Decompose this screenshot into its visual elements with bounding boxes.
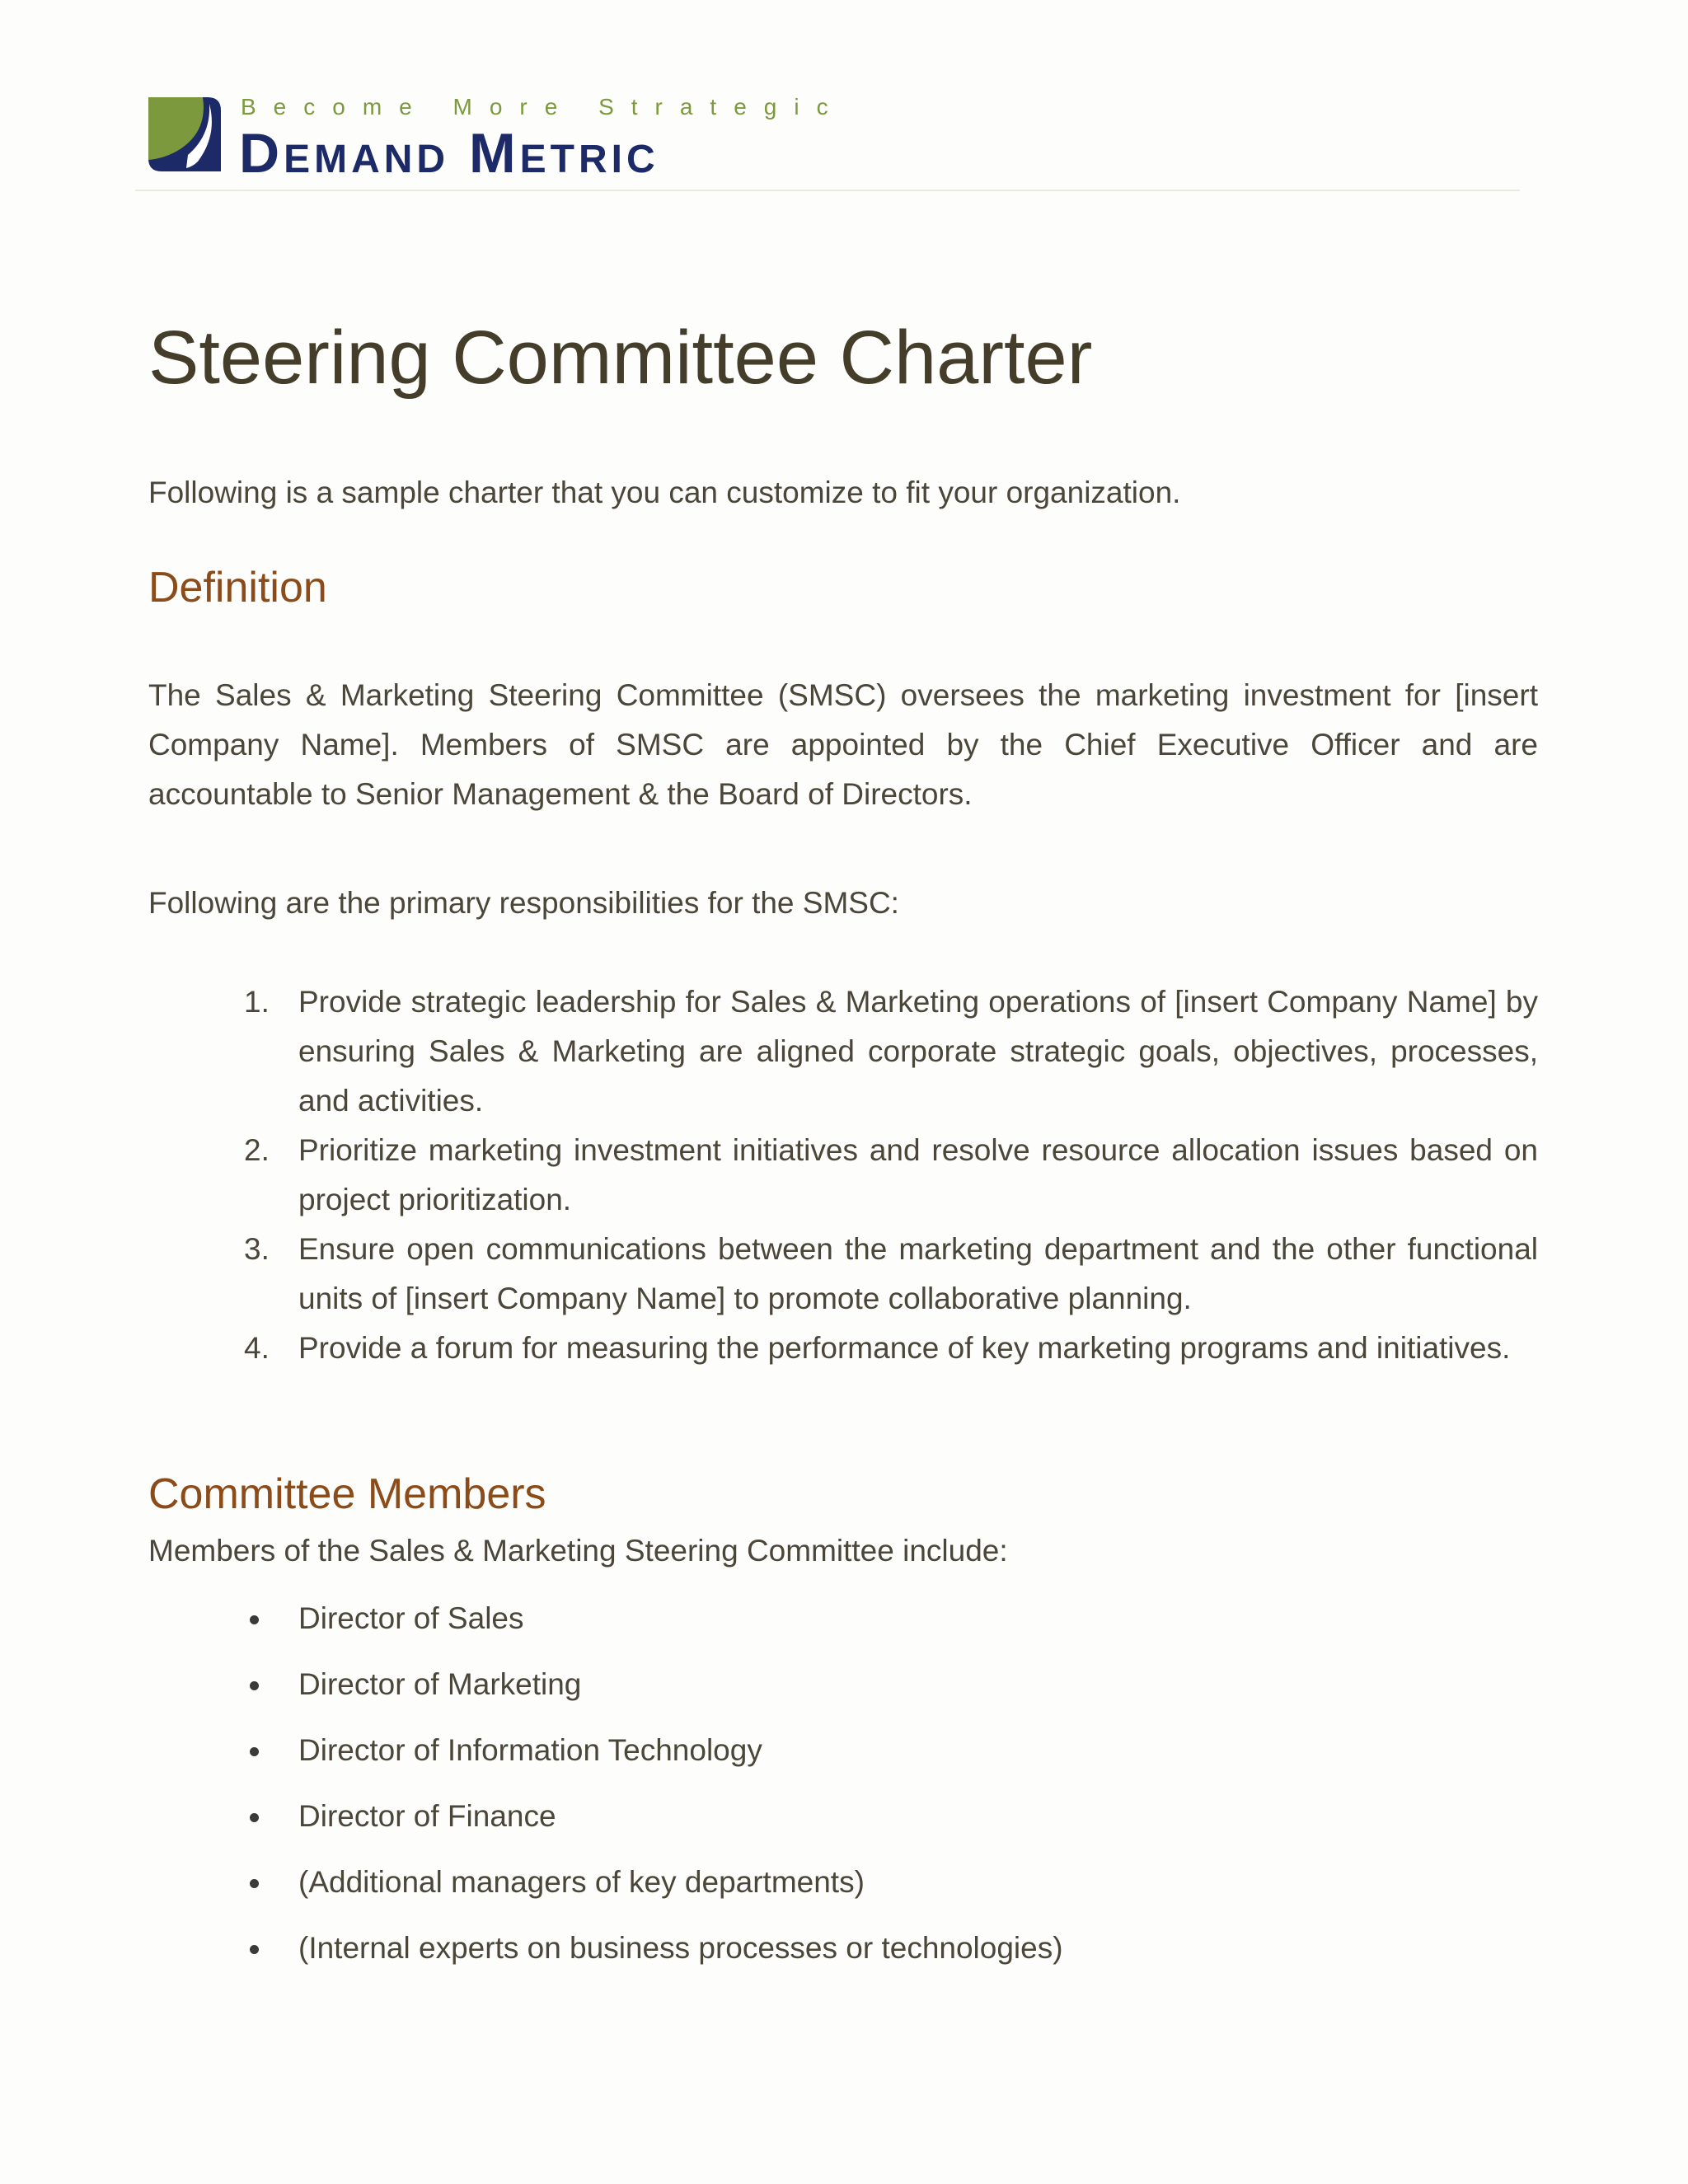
list-item	[148, 1324, 1538, 1373]
bullet-icon	[250, 1813, 259, 1822]
members-intro: Members of the Sales & Marketing Steering Committee include:	[148, 1534, 1008, 1568]
definition-heading: Definition	[148, 564, 327, 612]
list-item-text: Prioritize marketing investment initiatives and resolve resource allocation issues based on project prioritization.	[298, 1133, 1538, 1216]
bullet-icon	[250, 1879, 259, 1888]
members-list	[148, 1594, 1063, 1990]
list-item	[148, 1726, 1063, 1792]
page-title: Steering Committee Charter	[148, 316, 1093, 400]
brand-name: Demand Metric	[239, 122, 659, 185]
bullet-icon	[250, 1747, 259, 1756]
committee-members-heading: Committee Members	[148, 1470, 546, 1518]
list-number: 1.	[244, 985, 270, 1019]
demand-metric-logo-icon	[148, 97, 221, 171]
header-divider	[135, 190, 1520, 191]
member-role: Director of Finance	[298, 1799, 556, 1833]
list-item	[148, 1126, 1538, 1225]
responsibilities-list	[148, 977, 1538, 1373]
responsibilities-lead: Following are the primary responsibilities for the SMSC:	[148, 886, 899, 920]
list-item	[148, 1792, 1063, 1858]
list-item	[148, 1660, 1063, 1726]
bullet-icon	[250, 1615, 259, 1624]
list-number: 2.	[244, 1133, 270, 1167]
member-role: (Additional managers of key departments)	[298, 1865, 865, 1899]
member-role: Director of Sales	[298, 1601, 524, 1635]
list-number: 3.	[244, 1232, 270, 1266]
list-item-text: Provide strategic leadership for Sales & Marketing operations of [insert Company Name] by ensuring Sales & Marketing are aligned corporate strategic goals, objectives, processes, and activities.	[298, 985, 1538, 1118]
list-number: 4.	[244, 1331, 270, 1365]
list-item	[148, 1858, 1063, 1924]
list-item-text: Ensure open communications between the marketing department and the other functional units of [insert Company Name] to promote collaborative planning.	[298, 1232, 1538, 1315]
list-item	[148, 1225, 1538, 1324]
definition-paragraph: The Sales & Marketing Steering Committee (SMSC) oversees the marketing investment for [insert Company Name]. Members of SMSC are appointed by the Chief Executive Officer and are accountable to Senior Management & the Board of Directors.	[148, 678, 1538, 811]
bullet-icon	[250, 1681, 259, 1690]
member-role: Director of Marketing	[298, 1667, 582, 1701]
bullet-icon	[250, 1945, 259, 1954]
list-item	[148, 977, 1538, 1126]
member-role: Director of Information Technology	[298, 1733, 762, 1767]
list-item	[148, 1594, 1063, 1660]
member-role: (Internal experts on business processes or technologies)	[298, 1931, 1063, 1965]
intro-text: Following is a sample charter that you can customize to fit your organization.	[148, 476, 1181, 509]
brand-tagline: Become More Strategic	[241, 94, 846, 120]
list-item-text: Provide a forum for measuring the performance of key marketing programs and initiatives.	[298, 1331, 1511, 1365]
list-item	[148, 1924, 1063, 1990]
